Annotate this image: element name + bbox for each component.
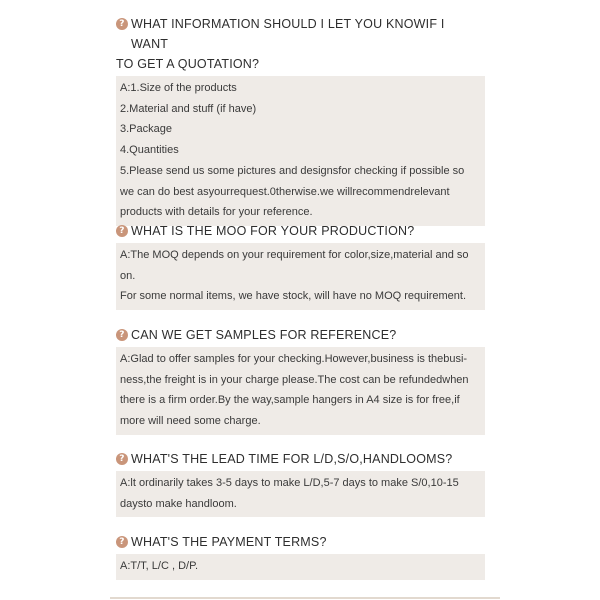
- answer-line: A:The MOQ depends on your requirement for color,size,material and so: [120, 249, 469, 261]
- faq-item: [116, 325, 485, 435]
- question-line: TO GET A QUOTATION?: [116, 57, 260, 71]
- question-line: WHAT'S THE PAYMENT TERMS?: [131, 535, 327, 549]
- question-icon: ?: [116, 225, 128, 237]
- question-line: WHAT IS THE MOO FOR YOUR PRODUCTION?: [131, 224, 415, 238]
- faq-answer: [116, 243, 485, 310]
- faq-item: [116, 221, 485, 310]
- faq-question: [116, 14, 485, 74]
- answer-line: there is a firm order.By the way,sample hangers in A4 size is for free,if: [120, 394, 460, 407]
- question-line: WHAT INFORMATION SHOULD I LET YOU KNOWIF I WANT: [131, 17, 445, 51]
- question-line: WHAT'S THE LEAD TIME FOR L/D,S/O,HANDLOOMS?: [131, 452, 453, 466]
- faq-answer: [116, 471, 485, 517]
- faq-item: [116, 449, 485, 517]
- answer-line: 2.Material and stuff (if have): [120, 102, 257, 115]
- answer-line: products with details for your reference.: [120, 206, 313, 219]
- faq-question: [116, 449, 485, 469]
- faq-answer: [116, 347, 485, 435]
- faq-question: [116, 221, 485, 241]
- answer-line: For some normal items, we have stock, will have no MOQ requirement.: [120, 290, 467, 303]
- answer-line: A:Glad to offer samples for your checking.However,business is thebusi-: [120, 353, 468, 365]
- question-icon: ?: [116, 453, 128, 465]
- answer-line: 5.Please send us some pictures and designsfor checking if possible so: [120, 164, 465, 177]
- faq-question: [116, 532, 485, 552]
- question-line: CAN WE GET SAMPLES FOR REFERENCE?: [131, 328, 397, 342]
- answer-line: 3.Package: [120, 123, 172, 136]
- answer-line: 4.Quantities: [120, 144, 179, 157]
- faq-answer: [116, 554, 485, 580]
- answer-line: more will need some charge.: [120, 415, 261, 428]
- question-icon: ?: [116, 329, 128, 341]
- question-icon: ?: [116, 18, 128, 30]
- bottom-divider: [110, 597, 500, 599]
- answer-line: we can do best asyourrequest.0therwise.we willrecommendrelevant: [120, 185, 450, 198]
- faq-item: [116, 14, 485, 226]
- answer-line: A:T/T, L/C , D/P.: [120, 560, 199, 572]
- answer-line: A:1.Size of the products: [120, 82, 237, 94]
- question-icon: ?: [116, 536, 128, 548]
- faq-answer: [116, 76, 485, 226]
- faq-item: [116, 532, 485, 580]
- answer-line: daysto make handloom.: [120, 497, 237, 510]
- answer-line: ness,the freight is in your charge please.The cost can be refundedwhen: [120, 373, 469, 386]
- faq-question: [116, 325, 485, 345]
- answer-line: on.: [120, 269, 136, 282]
- answer-line: A:lt ordinarily takes 3-5 days to make L/D,5-7 days to make S/0,10-15: [120, 477, 459, 489]
